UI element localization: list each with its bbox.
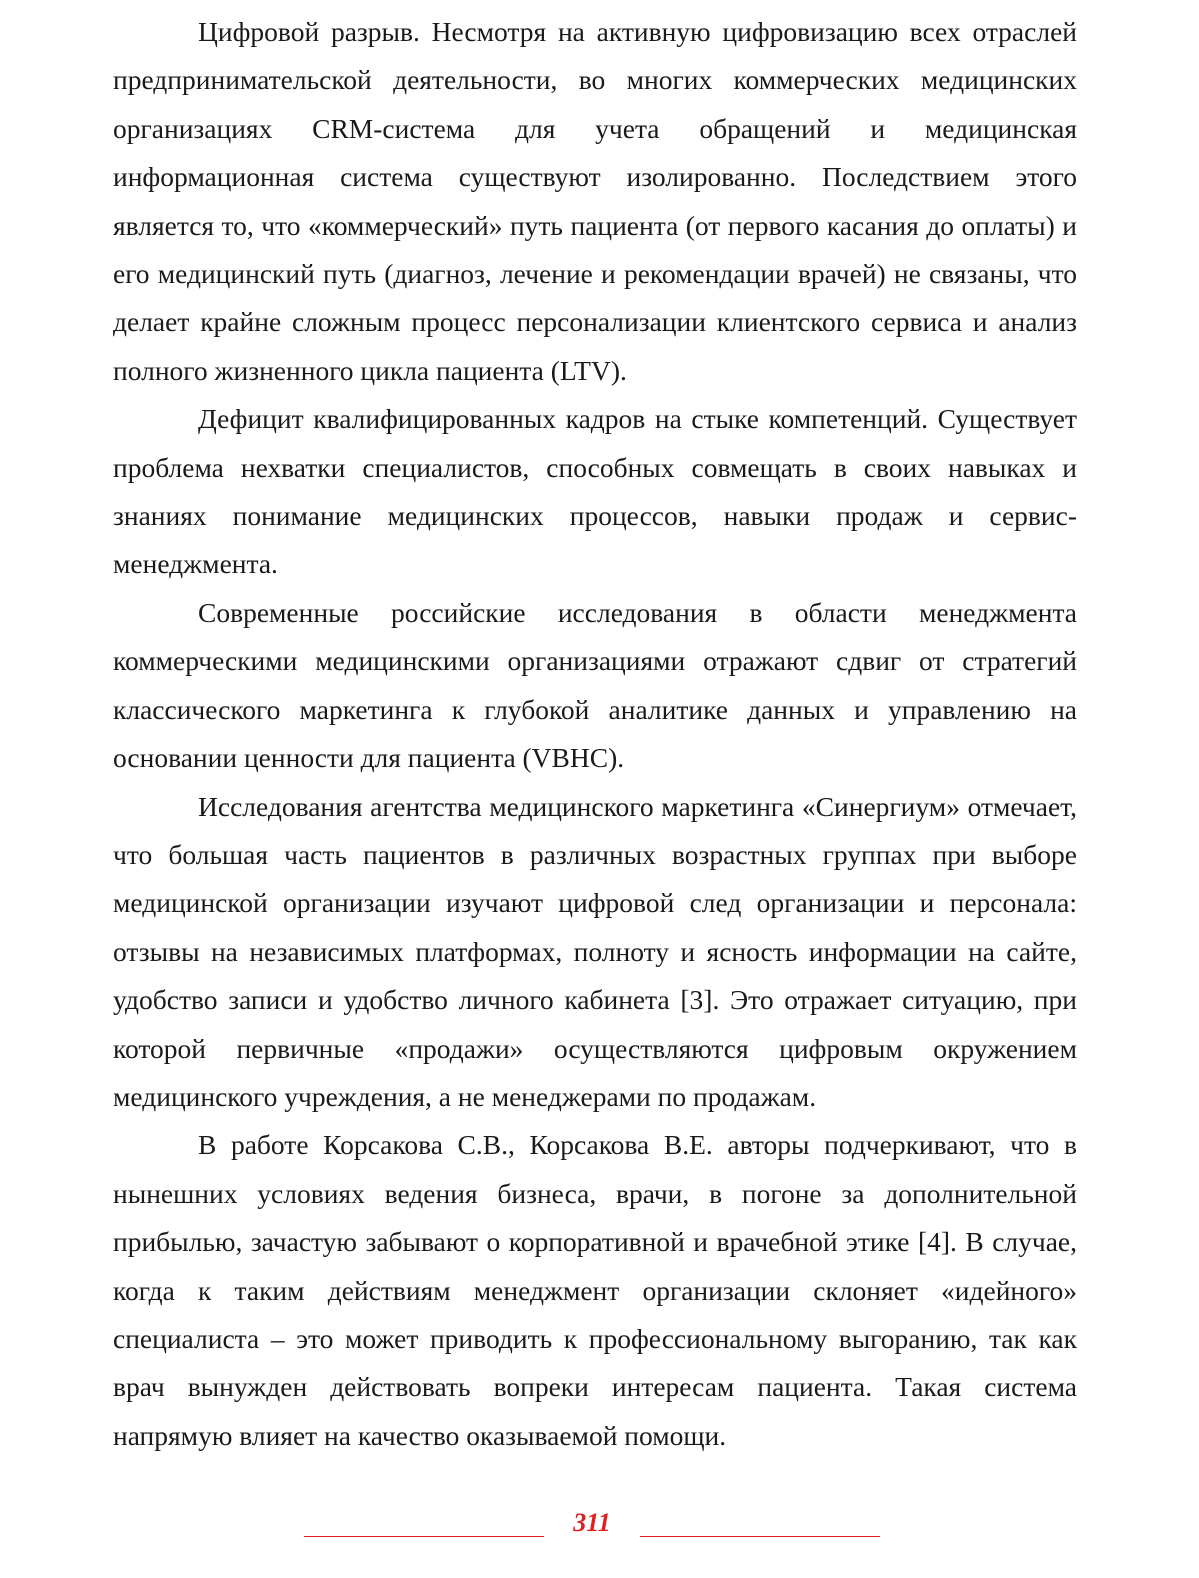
document-body — [113, 8, 1077, 1460]
paragraph-digital-gap: Цифровой разрыв. Несмотря на активную цифровизацию всех отраслей предпринимательской деятельности, во многих коммерческих медицинских организациях CRM-система для учета обращений и медицинская информационная система существуют изолированно. Последствием этого является то, что «коммерческий» путь пациента (от первого касания до оплаты) и его медицинский путь (диагноз, лечение и рекомендации врачей) не связаны, что делает крайне сложным процесс персонализации клиентского сервиса и анализ полного жизненного цикла пациента (LTV). — [113, 16, 1077, 386]
paragraph-modern-research: Современные российские исследования в области менеджмента коммерческими медицинскими организациями отражают сдвиг от стратегий классического маркетинга к глубокой аналитике данных и управлению на основании ценности для пациента (VBHC). — [113, 596, 1077, 774]
page-footer — [0, 1505, 1199, 1545]
paragraph-staff-deficit: Дефицит квалифицированных кадров на стыке компетенций. Существует проблема нехватки специалистов, способных совмещать в своих навыках и знаниях понимание медицинских процессов, навыки продаж и сервис-менеджмента. — [113, 403, 1077, 580]
paragraph-synergium-research: Исследования агентства медицинского маркетинга «Синергиум» отмечает, что большая часть пациентов в различных возрастных группах при выборе медицинской организации изучают цифровой след организации и персонала: отзывы на независимых платформах, полноту и ясность информации на сайте, удобство записи и удобство личного кабинета [3]. Это отражает ситуацию, при которой первичные «продажи» осуществляются цифровым окружением медицинского учреждения, а не менеджерами по продажам. — [113, 790, 1077, 1112]
page-number: 311 — [573, 1508, 611, 1537]
footer-rule-left — [304, 1536, 544, 1537]
paragraph-korsakov-work: В работе Корсакова С.В., Корсакова В.Е. авторы подчеркивают, что в нынешних условиях ведения бизнеса, врачи, в погоне за дополнительной прибылью, зачастую забывают о корпоративной и врачебной этике [4]. В случае, когда к таким действиям менеджмент организации склоняет «идейного» специалиста – это может приводить к профессиональному выгоранию, так как врач вынужден действовать вопреки интересам пациента. Такая система напрямую влияет на качество оказываемой помощи. — [113, 1129, 1077, 1451]
footer-rule-right — [640, 1536, 880, 1537]
